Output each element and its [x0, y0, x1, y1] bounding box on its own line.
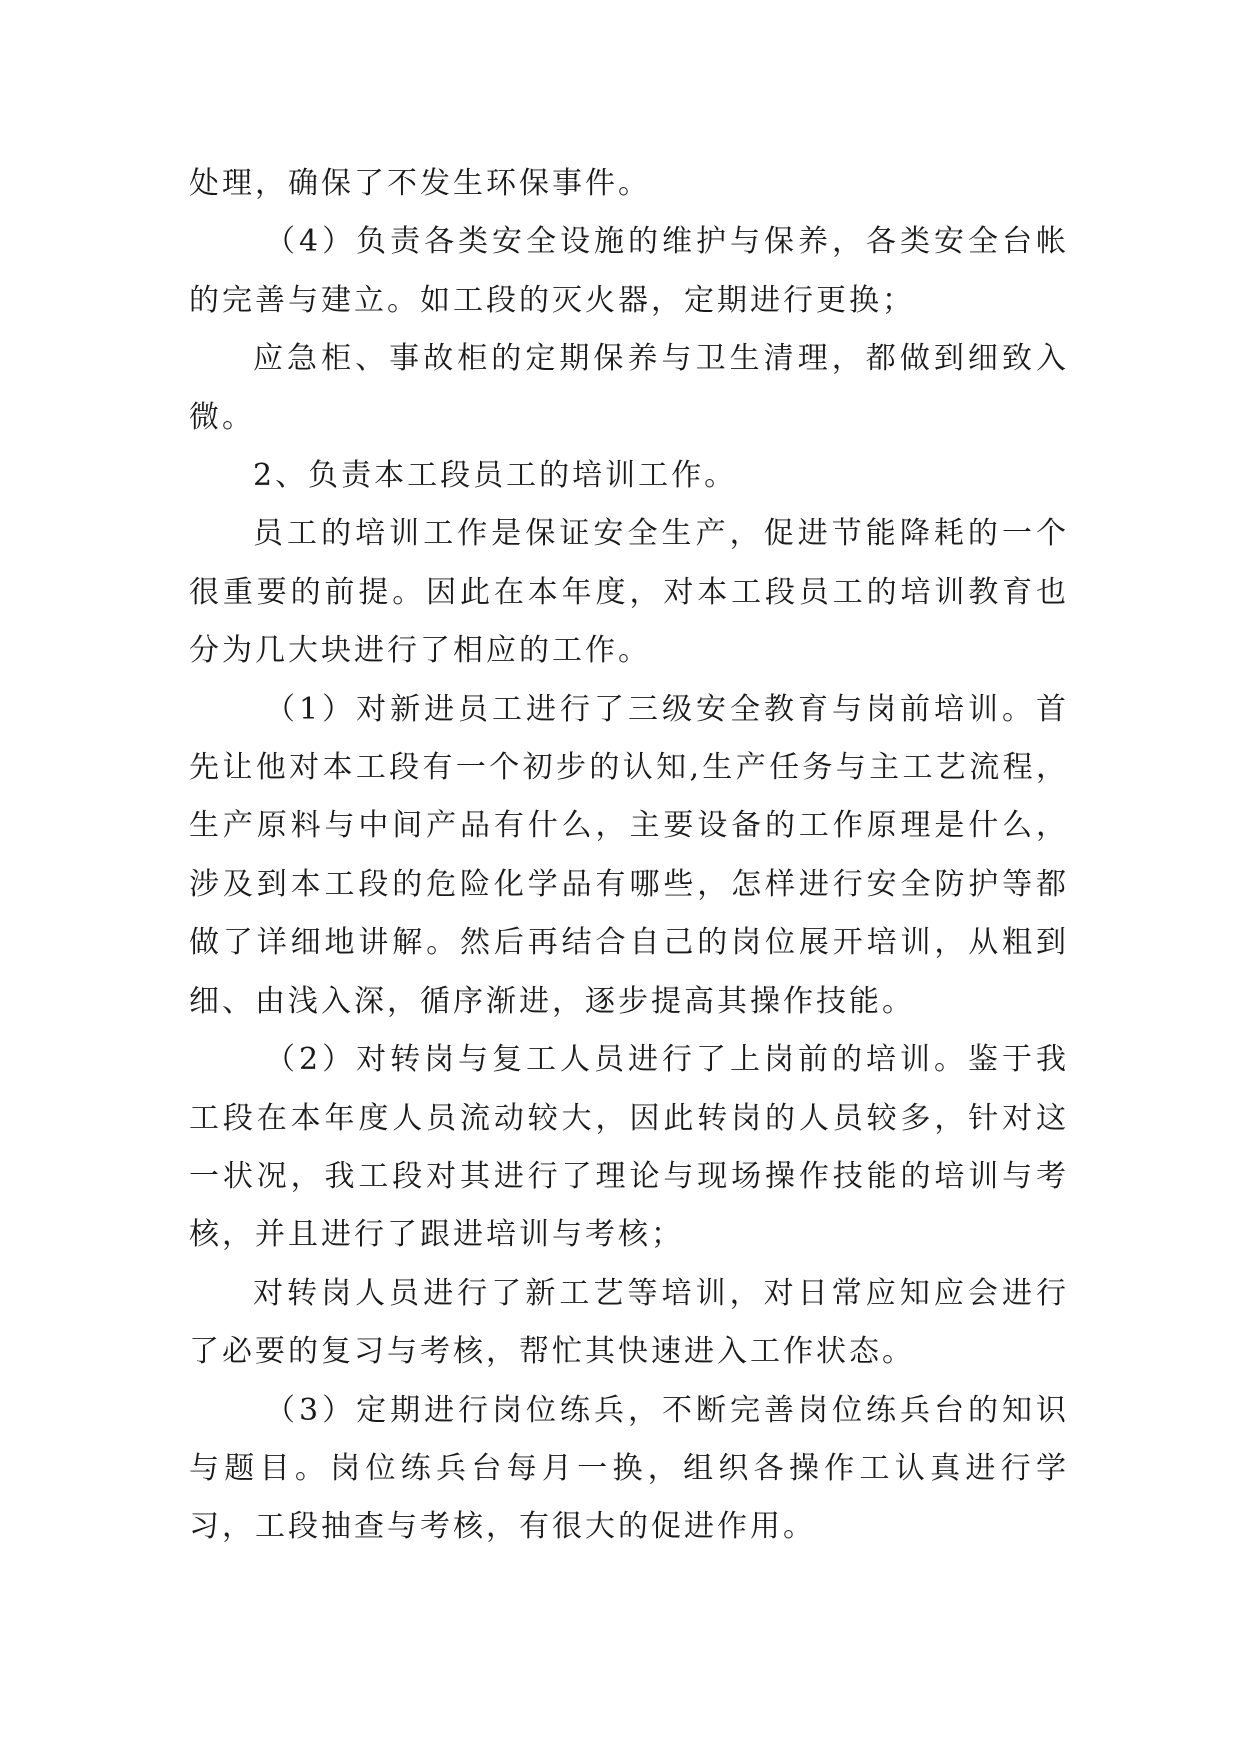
paragraph-training-intro: 员工的培训工作是保证安全生产，促进节能降耗的一个很重要的前提。因此在本年度，对本工段员工的培训教育也分为几大块进行了相应的工作。: [189, 516, 1069, 669]
paragraph-transfer-training: 对转岗人员进行了新工艺等培训，对日常应知应会进行了必要的复习与考核，帮忙其快速进入工作状态。: [189, 1275, 1069, 1370]
paragraph-emergency-cabinet: 应急柜、事故柜的定期保养与卫生清理，都做到细致入微。: [189, 341, 1069, 435]
paragraph-item-2: （2）对转岗与复工人员进行了上岗前的培训。鉴于我工段在本年度人员流动较大，因此转岗的人员较多，针对这一状况，我工段对其进行了理论与现场操作技能的培训与考核，并且进行了跟进培训与考核；: [189, 1042, 1069, 1253]
paragraph-item-1: （1）对新进员工进行了三级安全教育与岗前培训。首先让他对本工段有一个初步的认知,生产任务与主工艺流程，生产原料与中间产品有什么，主要设备的工作原理是什么，涉及到本工段的危险化学品有哪些，怎样进行安全防护等都做了详细地讲解。然后再结合自己的岗位展开培训，从粗到细、由浅入深，循序渐进，逐步提高其操作技能。: [189, 691, 1069, 1019]
paragraph-item-4: （4）负责各类安全设施的维护与保养，各类安全台帐的完善与建立。如工段的灭火器，定期进行更换；: [189, 224, 1069, 318]
paragraph-item-3: （3）定期进行岗位练兵，不断完善岗位练兵台的知识与题目。岗位练兵台每月一换，组织各操作工认真进行学习，工段抽查与考核，有很大的促进作用。: [189, 1392, 1069, 1545]
document-body: [189, 155, 1069, 1557]
section-heading-training: 2、负责本工段员工的培训工作。: [253, 458, 738, 494]
paragraph-continuation: 处理，确保了不发生环保事件。: [189, 166, 651, 201]
